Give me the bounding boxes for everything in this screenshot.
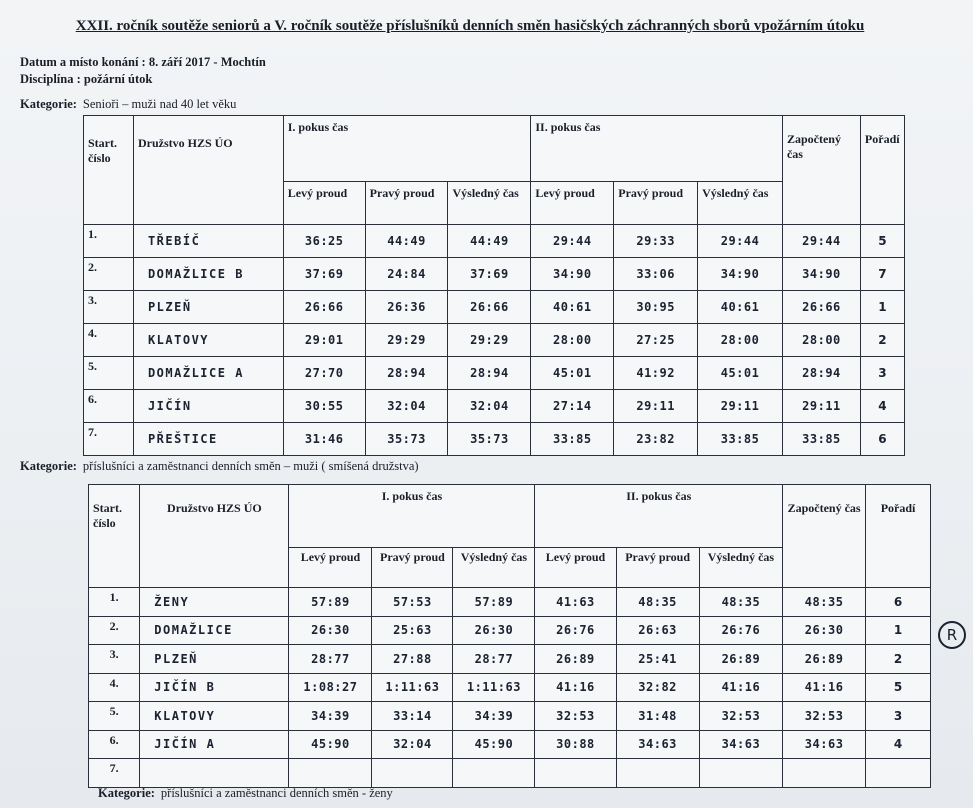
header-counted-time: Započtený čas	[782, 116, 860, 225]
table-row	[89, 730, 931, 759]
attempt2-left-cell: 26:76	[535, 616, 616, 645]
attempt2-right-cell: 23:82	[614, 423, 698, 456]
table-row	[89, 645, 931, 674]
counted-time-cell: 28:00	[782, 324, 860, 357]
table-row	[89, 702, 931, 731]
attempt2-left-cell: 32:53	[535, 702, 616, 731]
attempt1-result-cell: 26:66	[448, 291, 531, 324]
attempt2-right-cell: 26:63	[616, 616, 699, 645]
team-name-cell: KLATOVY	[140, 702, 289, 731]
header-left-stream: Levý proud	[531, 182, 614, 225]
attempt1-left-cell: 1:08:27	[289, 673, 372, 702]
category-name: příslušníci a zaměstnanci denních směn – muži ( smíšená družstva)	[82, 459, 419, 473]
category-label: Kategorie:	[20, 459, 77, 473]
start-number-cell: 1.	[89, 588, 140, 617]
team-name-cell: PLZEŇ	[140, 645, 289, 674]
attempt1-result-cell: 35:73	[448, 423, 531, 456]
attempt1-result-cell: 37:69	[448, 258, 531, 291]
rank-cell: 2	[866, 645, 931, 674]
rank-cell: 7	[860, 258, 904, 291]
attempt1-result-cell: 57:89	[453, 588, 535, 617]
attempt2-right-cell: 29:11	[614, 390, 698, 423]
attempt1-result-cell: 28:94	[448, 357, 531, 390]
attempt1-left-cell: 26:30	[289, 616, 372, 645]
attempt2-right-cell: 48:35	[616, 588, 699, 617]
attempt2-result-cell: 45:01	[698, 357, 783, 390]
table-row	[84, 225, 905, 258]
team-name-cell: DOMAŽLICE A	[133, 357, 283, 390]
team-name-cell: JIČÍN A	[140, 730, 289, 759]
counted-time-cell: 41:16	[783, 673, 866, 702]
attempt2-right-cell: 34:63	[616, 730, 699, 759]
attempt1-result-cell: 45:90	[453, 730, 535, 759]
attempt1-left-cell: 30:55	[283, 390, 365, 423]
attempt1-result-cell: 32:04	[448, 390, 531, 423]
attempt1-result-cell	[453, 759, 535, 788]
attempt2-left-cell: 30:88	[535, 730, 616, 759]
header-team: Družstvo HZS ÚO	[133, 116, 283, 225]
header-attempt-2: II. pokus čas	[531, 116, 783, 182]
category-seniors	[20, 97, 236, 112]
attempt2-left-cell	[535, 759, 616, 788]
rank-cell: 6	[866, 588, 931, 617]
attempt2-result-cell: 40:61	[698, 291, 783, 324]
header-counted-time: Započtený čas	[783, 485, 866, 588]
header-start-number: Start. číslo	[89, 485, 140, 588]
results-table-seniors	[83, 115, 905, 456]
start-number-cell: 7.	[89, 759, 140, 788]
discipline: Disciplína : požární útok	[20, 72, 153, 86]
header-attempt-1: I. pokus čas	[283, 116, 531, 182]
attempt1-right-cell: 29:29	[365, 324, 448, 357]
attempt1-right-cell: 1:11:63	[372, 673, 453, 702]
counted-time-cell: 26:66	[782, 291, 860, 324]
attempt1-left-cell	[289, 759, 372, 788]
counted-time-cell: 28:94	[782, 357, 860, 390]
header-result-time: Výsledný čas	[698, 182, 783, 225]
attempt1-right-cell: 28:94	[365, 357, 448, 390]
table-row	[84, 324, 905, 357]
counted-time-cell: 34:90	[782, 258, 860, 291]
attempt2-result-cell: 26:89	[699, 645, 783, 674]
table-row	[84, 258, 905, 291]
rank-cell: 1	[860, 291, 904, 324]
header-left-stream: Levý proud	[289, 548, 372, 588]
attempt2-right-cell: 33:06	[614, 258, 698, 291]
team-name-cell: ŽENY	[140, 588, 289, 617]
attempt2-result-cell: 29:44	[698, 225, 783, 258]
attempt2-result-cell: 34:63	[699, 730, 783, 759]
attempt1-right-cell: 33:14	[372, 702, 453, 731]
attempt1-result-cell: 29:29	[448, 324, 531, 357]
attempt2-right-cell: 31:48	[616, 702, 699, 731]
header-right-stream: Pravý proud	[372, 548, 453, 588]
category-label: Kategorie:	[98, 786, 155, 800]
attempt1-right-cell: 57:53	[372, 588, 453, 617]
table-row	[89, 759, 931, 788]
start-number-cell: 5.	[89, 702, 140, 731]
attempt2-left-cell: 41:16	[535, 673, 616, 702]
table-body	[89, 588, 931, 788]
results-table-day-shift-men	[88, 484, 931, 788]
attempt1-left-cell: 26:66	[283, 291, 365, 324]
header-result-time: Výsledný čas	[453, 548, 535, 588]
header-team: Družstvo HZS ÚO	[140, 485, 289, 588]
attempt2-result-cell: 34:90	[698, 258, 783, 291]
header-attempt-1: I. pokus čas	[289, 485, 535, 548]
header-left-stream: Levý proud	[535, 548, 616, 588]
attempt1-result-cell: 28:77	[453, 645, 535, 674]
header-attempt-2: II. pokus čas	[535, 485, 783, 548]
start-number-cell: 7.	[84, 423, 134, 456]
team-name-cell: PŘEŠTICE	[133, 423, 283, 456]
table-row	[84, 423, 905, 456]
start-number-cell: 4.	[84, 324, 134, 357]
attempt1-left-cell: 31:46	[283, 423, 365, 456]
attempt1-right-cell: 32:04	[372, 730, 453, 759]
counted-time-cell: 29:44	[782, 225, 860, 258]
table-row	[84, 357, 905, 390]
table-row	[84, 390, 905, 423]
header-start-number: Start. číslo	[84, 116, 134, 225]
attempt1-result-cell: 34:39	[453, 702, 535, 731]
attempt1-result-cell: 26:30	[453, 616, 535, 645]
attempt2-left-cell: 26:89	[535, 645, 616, 674]
header-right-stream: Pravý proud	[614, 182, 698, 225]
rank-cell: 5	[866, 673, 931, 702]
attempt2-left-cell: 27:14	[531, 390, 614, 423]
attempt2-result-cell	[699, 759, 783, 788]
attempt1-right-cell: 32:04	[365, 390, 448, 423]
rank-cell: 6	[860, 423, 904, 456]
header-right-stream: Pravý proud	[365, 182, 448, 225]
header-result-time: Výsledný čas	[448, 182, 531, 225]
counted-time-cell: 48:35	[783, 588, 866, 617]
team-name-cell: DOMAŽLICE B	[133, 258, 283, 291]
category-day-shift-men	[20, 459, 419, 474]
table-row	[89, 616, 931, 645]
team-name-cell: TŘEBÍČ	[133, 225, 283, 258]
header-left-stream: Levý proud	[283, 182, 365, 225]
attempt2-right-cell: 27:25	[614, 324, 698, 357]
attempt1-right-cell: 26:36	[365, 291, 448, 324]
attempt2-result-cell: 48:35	[699, 588, 783, 617]
team-name-cell	[140, 759, 289, 788]
rank-cell: 3	[866, 702, 931, 731]
table-row	[89, 673, 931, 702]
start-number-cell: 3.	[84, 291, 134, 324]
attempt1-right-cell: 44:49	[365, 225, 448, 258]
counted-time-cell: 32:53	[783, 702, 866, 731]
attempt1-left-cell: 34:39	[289, 702, 372, 731]
team-name-cell: DOMAŽLICE	[140, 616, 289, 645]
attempt1-left-cell: 29:01	[283, 324, 365, 357]
counted-time-cell: 26:30	[783, 616, 866, 645]
attempt1-right-cell: 25:63	[372, 616, 453, 645]
attempt1-right-cell: 35:73	[365, 423, 448, 456]
table-row	[84, 291, 905, 324]
attempt2-right-cell: 29:33	[614, 225, 698, 258]
start-number-cell: 2.	[84, 258, 134, 291]
table-row	[89, 588, 931, 617]
attempt1-left-cell: 36:25	[283, 225, 365, 258]
counted-time-cell: 34:63	[783, 730, 866, 759]
header-rank: Pořadí	[866, 485, 931, 588]
attempt1-result-cell: 1:11:63	[453, 673, 535, 702]
date-location: Datum a místo konání : 8. září 2017 - Mochtín	[20, 55, 266, 69]
attempt2-left-cell: 34:90	[531, 258, 614, 291]
attempt2-left-cell: 41:63	[535, 588, 616, 617]
rank-cell: 5	[860, 225, 904, 258]
start-number-cell: 4.	[89, 673, 140, 702]
counted-time-cell: 33:85	[782, 423, 860, 456]
category-name: Senioři – muži nad 40 let věku	[82, 97, 237, 111]
attempt2-left-cell: 45:01	[531, 357, 614, 390]
header-rank: Pořadí	[860, 116, 904, 225]
start-number-cell: 3.	[89, 645, 140, 674]
attempt2-left-cell: 33:85	[531, 423, 614, 456]
start-number-cell: 1.	[84, 225, 134, 258]
rank-cell: 2	[860, 324, 904, 357]
rank-cell: 4	[860, 390, 904, 423]
attempt2-right-cell: 30:95	[614, 291, 698, 324]
team-name-cell: JIČÍN B	[140, 673, 289, 702]
attempt2-left-cell: 28:00	[531, 324, 614, 357]
team-name-cell: JIČÍN	[133, 390, 283, 423]
counted-time-cell: 29:11	[782, 390, 860, 423]
header-result-time: Výsledný čas	[699, 548, 783, 588]
rank-cell: 3	[860, 357, 904, 390]
attempt1-right-cell: 24:84	[365, 258, 448, 291]
category-day-shift-women	[98, 786, 393, 801]
start-number-cell: 6.	[84, 390, 134, 423]
table-body	[84, 225, 905, 456]
attempt2-result-cell: 29:11	[698, 390, 783, 423]
attempt1-left-cell: 45:90	[289, 730, 372, 759]
attempt2-result-cell: 26:76	[699, 616, 783, 645]
attempt1-left-cell: 57:89	[289, 588, 372, 617]
attempt1-right-cell: 27:88	[372, 645, 453, 674]
rank-cell	[866, 759, 931, 788]
attempt1-right-cell	[372, 759, 453, 788]
team-name-cell: KLATOVY	[133, 324, 283, 357]
attempt2-result-cell: 33:85	[698, 423, 783, 456]
header-right-stream: Pravý proud	[616, 548, 699, 588]
counted-time-cell	[783, 759, 866, 788]
attempt2-result-cell: 32:53	[699, 702, 783, 731]
attempt2-result-cell: 41:16	[699, 673, 783, 702]
attempt2-right-cell: 25:41	[616, 645, 699, 674]
attempt2-right-cell	[616, 759, 699, 788]
category-label: Kategorie:	[20, 97, 77, 111]
start-number-cell: 2.	[89, 616, 140, 645]
rank-cell: 4	[866, 730, 931, 759]
start-number-cell: 6.	[89, 730, 140, 759]
attempt2-right-cell: 41:92	[614, 357, 698, 390]
attempt1-left-cell: 27:70	[283, 357, 365, 390]
attempt1-result-cell: 44:49	[448, 225, 531, 258]
document-title: XXII. ročník soutěže seniorů a V. ročník soutěže příslušníků denních směn hasičských záchranných sborů vpožárním útoku	[75, 18, 865, 34]
attempt2-result-cell: 28:00	[698, 324, 783, 357]
attempt1-left-cell: 28:77	[289, 645, 372, 674]
attempt1-left-cell: 37:69	[283, 258, 365, 291]
team-name-cell: PLZEŇ	[133, 291, 283, 324]
attempt2-left-cell: 40:61	[531, 291, 614, 324]
rank-cell: 1	[866, 616, 931, 645]
attempt2-left-cell: 29:44	[531, 225, 614, 258]
attempt2-right-cell: 32:82	[616, 673, 699, 702]
category-name: příslušníci a zaměstnanci denních směn - ženy	[160, 786, 393, 800]
start-number-cell: 5.	[84, 357, 134, 390]
counted-time-cell: 26:89	[783, 645, 866, 674]
circled-r-mark: R	[938, 621, 966, 649]
